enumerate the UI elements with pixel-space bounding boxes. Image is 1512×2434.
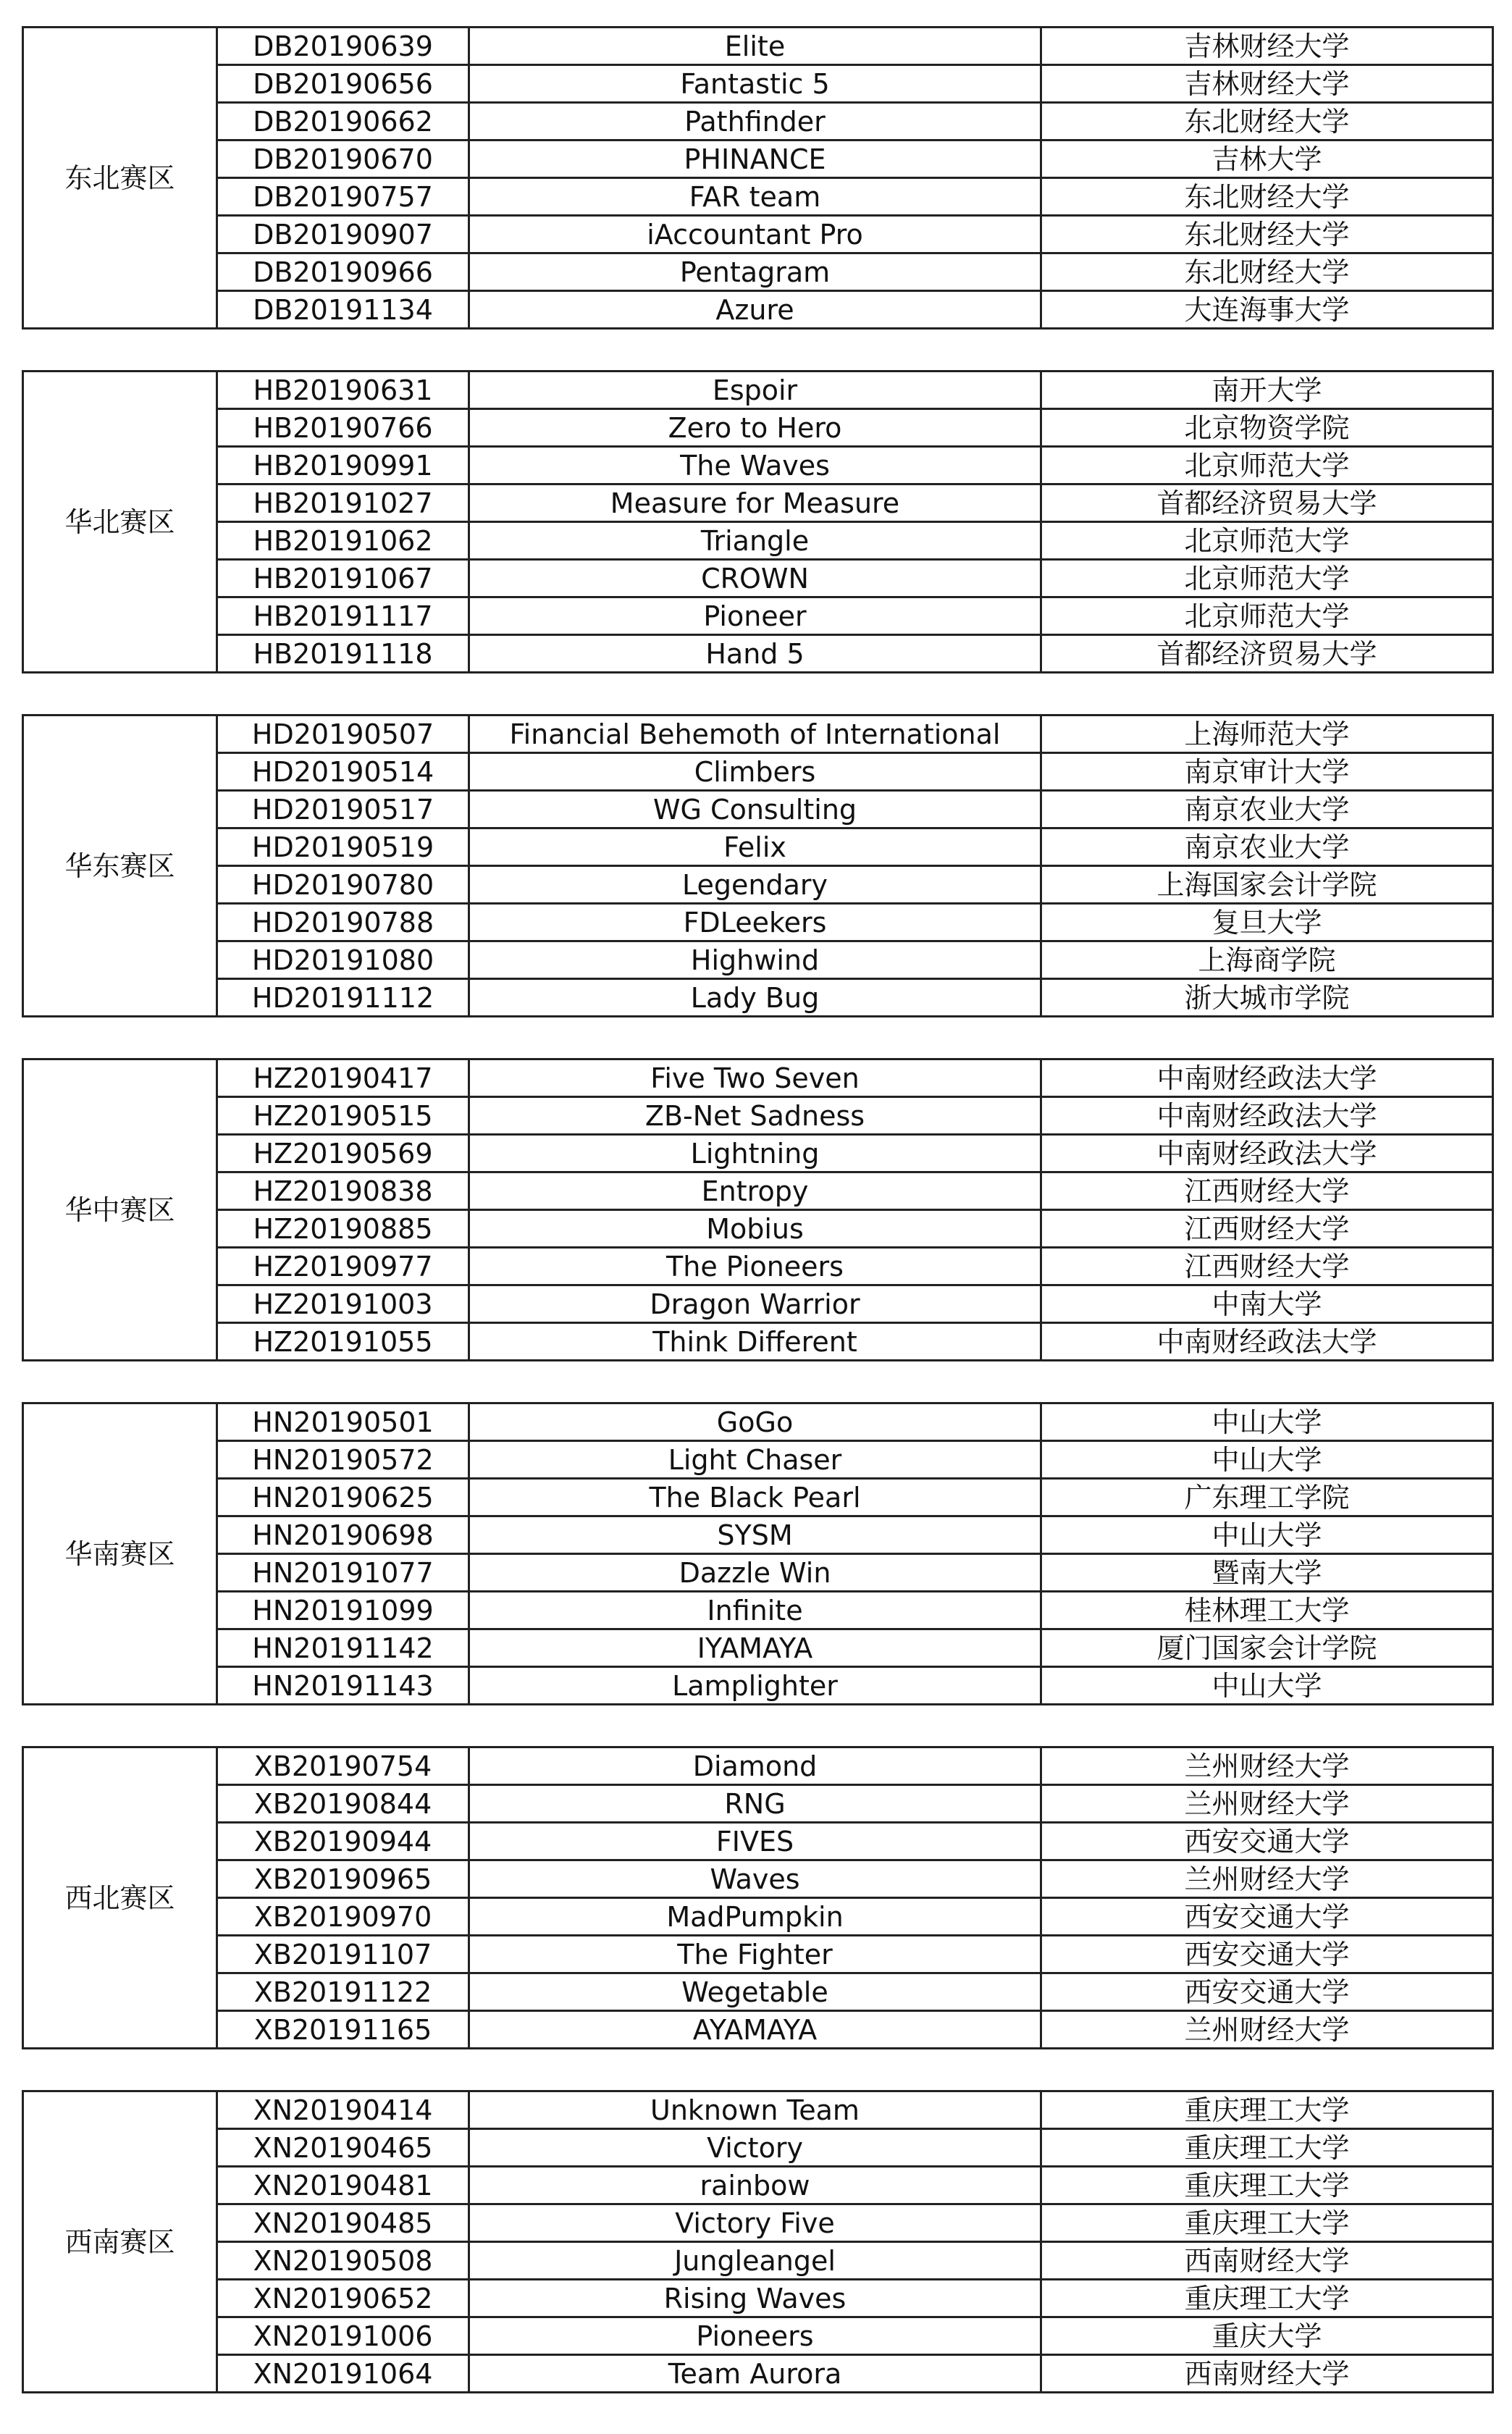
- school-cell: 中山大学: [1041, 1441, 1493, 1479]
- team-id-cell: HD20190780: [217, 866, 469, 904]
- table-row: [23, 1210, 1493, 1248]
- school-cell: 南京农业大学: [1041, 791, 1493, 828]
- team-id-cell: DB20190757: [217, 178, 469, 216]
- table-row: [23, 2167, 1493, 2204]
- team-name-cell: Unknown Team: [469, 2091, 1041, 2129]
- table-row: [23, 2242, 1493, 2280]
- team-name-cell: Highwind: [469, 941, 1041, 979]
- team-id-cell: DB20190966: [217, 253, 469, 291]
- region-name: 东北赛区: [23, 28, 217, 329]
- table-row: [23, 1747, 1493, 1785]
- school-cell: 北京师范大学: [1041, 597, 1493, 635]
- team-id-cell: HZ20190417: [217, 1059, 469, 1097]
- region-name: 西南赛区: [23, 2091, 217, 2393]
- team-id-cell: XB20191165: [217, 2011, 469, 2049]
- table-row: [23, 291, 1493, 329]
- table-row: [23, 941, 1493, 979]
- team-name-cell: Lady Bug: [469, 979, 1041, 1017]
- table-row: [23, 216, 1493, 253]
- team-name-cell: Team Aurora: [469, 2355, 1041, 2393]
- table-row: [23, 1172, 1493, 1210]
- school-cell: 吉林大学: [1041, 140, 1493, 178]
- school-cell: 北京师范大学: [1041, 447, 1493, 484]
- table-row: [23, 103, 1493, 140]
- team-id-cell: HD20191080: [217, 941, 469, 979]
- team-name-cell: Mobius: [469, 1210, 1041, 1248]
- region-name: 华中赛区: [23, 1059, 217, 1361]
- team-name-cell: Dragon Warrior: [469, 1285, 1041, 1323]
- team-name-cell: Lightning: [469, 1135, 1041, 1172]
- school-cell: 东北财经大学: [1041, 103, 1493, 140]
- region-table: [22, 1058, 1494, 1361]
- team-name-cell: Wegetable: [469, 1973, 1041, 2011]
- school-cell: 上海国家会计学院: [1041, 866, 1493, 904]
- table-row: [23, 1059, 1493, 1097]
- table-row: [23, 1097, 1493, 1135]
- school-cell: 中山大学: [1041, 1516, 1493, 1554]
- team-list-document: [22, 26, 1492, 2434]
- table-row: [23, 715, 1493, 753]
- team-name-cell: Five Two Seven: [469, 1059, 1041, 1097]
- table-row: [23, 2317, 1493, 2355]
- table-row: [23, 1823, 1493, 1860]
- team-name-cell: ZB-Net Sadness: [469, 1097, 1041, 1135]
- school-cell: 中南财经政法大学: [1041, 1059, 1493, 1097]
- school-cell: 东北财经大学: [1041, 216, 1493, 253]
- table-row: [23, 484, 1493, 522]
- table-row: [23, 1516, 1493, 1554]
- team-id-cell: DB20190670: [217, 140, 469, 178]
- team-id-cell: XB20190944: [217, 1823, 469, 1860]
- team-id-cell: XN20191006: [217, 2317, 469, 2355]
- team-name-cell: Lamplighter: [469, 1667, 1041, 1705]
- school-cell: 北京师范大学: [1041, 560, 1493, 597]
- team-id-cell: XN20190481: [217, 2167, 469, 2204]
- team-id-cell: HD20190519: [217, 828, 469, 866]
- team-name-cell: Light Chaser: [469, 1441, 1041, 1479]
- school-cell: 厦门国家会计学院: [1041, 1629, 1493, 1667]
- table-row: [23, 1441, 1493, 1479]
- table-row: [23, 2011, 1493, 2049]
- team-name-cell: MadPumpkin: [469, 1898, 1041, 1936]
- school-cell: 重庆理工大学: [1041, 2091, 1493, 2129]
- table-row: [23, 1248, 1493, 1285]
- team-name-cell: IYAMAYA: [469, 1629, 1041, 1667]
- team-name-cell: GoGo: [469, 1403, 1041, 1441]
- team-id-cell: HB20191062: [217, 522, 469, 560]
- region-table: [22, 1746, 1494, 2049]
- team-id-cell: XN20190465: [217, 2129, 469, 2167]
- table-row: [23, 1629, 1493, 1667]
- table-row: [23, 1135, 1493, 1172]
- region-name: 西北赛区: [23, 1747, 217, 2049]
- team-id-cell: HB20191027: [217, 484, 469, 522]
- region-name: 华南赛区: [23, 1403, 217, 1705]
- table-row: [23, 1936, 1493, 1973]
- table-row: [23, 828, 1493, 866]
- team-name-cell: Fantastic 5: [469, 65, 1041, 103]
- team-id-cell: XB20190965: [217, 1860, 469, 1898]
- school-cell: 西南财经大学: [1041, 2355, 1493, 2393]
- table-row: [23, 522, 1493, 560]
- table-row: [23, 447, 1493, 484]
- school-cell: 西安交通大学: [1041, 1936, 1493, 1973]
- team-id-cell: XN20191064: [217, 2355, 469, 2393]
- school-cell: 暨南大学: [1041, 1554, 1493, 1592]
- school-cell: 上海师范大学: [1041, 715, 1493, 753]
- school-cell: 西安交通大学: [1041, 1898, 1493, 1936]
- team-id-cell: DB20190907: [217, 216, 469, 253]
- team-name-cell: RNG: [469, 1785, 1041, 1823]
- team-name-cell: Hand 5: [469, 635, 1041, 673]
- team-name-cell: Azure: [469, 291, 1041, 329]
- school-cell: 西安交通大学: [1041, 1823, 1493, 1860]
- team-name-cell: WG Consulting: [469, 791, 1041, 828]
- team-name-cell: FAR team: [469, 178, 1041, 216]
- team-name-cell: SYSM: [469, 1516, 1041, 1554]
- table-row: [23, 65, 1493, 103]
- region-table: [22, 714, 1494, 1017]
- table-row: [23, 1403, 1493, 1441]
- table-row: [23, 409, 1493, 447]
- school-cell: 复旦大学: [1041, 904, 1493, 941]
- school-cell: 南京审计大学: [1041, 753, 1493, 791]
- school-cell: 中南财经政法大学: [1041, 1135, 1493, 1172]
- team-id-cell: HN20191142: [217, 1629, 469, 1667]
- team-id-cell: HB20191067: [217, 560, 469, 597]
- region-table: [22, 2090, 1494, 2393]
- table-row: [23, 635, 1493, 673]
- team-name-cell: CROWN: [469, 560, 1041, 597]
- team-id-cell: HB20190991: [217, 447, 469, 484]
- table-row: [23, 2091, 1493, 2129]
- team-id-cell: DB20190656: [217, 65, 469, 103]
- team-id-cell: XB20190970: [217, 1898, 469, 1936]
- school-cell: 北京师范大学: [1041, 522, 1493, 560]
- team-name-cell: Elite: [469, 28, 1041, 65]
- team-id-cell: HB20190766: [217, 409, 469, 447]
- team-name-cell: Financial Behemoth of International: [469, 715, 1041, 753]
- table-row: [23, 1554, 1493, 1592]
- table-row: [23, 372, 1493, 409]
- table-row: [23, 1973, 1493, 2011]
- table-row: [23, 866, 1493, 904]
- team-id-cell: HN20190501: [217, 1403, 469, 1441]
- table-row: [23, 2355, 1493, 2393]
- table-row: [23, 2280, 1493, 2317]
- team-id-cell: HB20191117: [217, 597, 469, 635]
- school-cell: 浙大城市学院: [1041, 979, 1493, 1017]
- school-cell: 重庆理工大学: [1041, 2129, 1493, 2167]
- team-id-cell: XN20190652: [217, 2280, 469, 2317]
- school-cell: 兰州财经大学: [1041, 2011, 1493, 2049]
- team-id-cell: HD20190517: [217, 791, 469, 828]
- team-id-cell: XN20190508: [217, 2242, 469, 2280]
- team-id-cell: HD20190507: [217, 715, 469, 753]
- team-name-cell: The Pioneers: [469, 1248, 1041, 1285]
- school-cell: 广东理工学院: [1041, 1479, 1493, 1516]
- school-cell: 大连海事大学: [1041, 291, 1493, 329]
- team-name-cell: Zero to Hero: [469, 409, 1041, 447]
- table-row: [23, 1479, 1493, 1516]
- school-cell: 首都经济贸易大学: [1041, 635, 1493, 673]
- team-id-cell: DB20190639: [217, 28, 469, 65]
- school-cell: 重庆理工大学: [1041, 2204, 1493, 2242]
- team-id-cell: HZ20190838: [217, 1172, 469, 1210]
- team-id-cell: HN20190572: [217, 1441, 469, 1479]
- team-name-cell: Diamond: [469, 1747, 1041, 1785]
- school-cell: 中山大学: [1041, 1667, 1493, 1705]
- team-id-cell: HD20190514: [217, 753, 469, 791]
- team-name-cell: Triangle: [469, 522, 1041, 560]
- team-id-cell: HN20191077: [217, 1554, 469, 1592]
- team-id-cell: XB20191122: [217, 1973, 469, 2011]
- school-cell: 西安交通大学: [1041, 1973, 1493, 2011]
- team-id-cell: DB20191134: [217, 291, 469, 329]
- region-table: [22, 370, 1494, 673]
- team-name-cell: The Waves: [469, 447, 1041, 484]
- table-row: [23, 560, 1493, 597]
- school-cell: 江西财经大学: [1041, 1172, 1493, 1210]
- team-name-cell: Espoir: [469, 372, 1041, 409]
- team-name-cell: PHINANCE: [469, 140, 1041, 178]
- team-name-cell: Pioneer: [469, 597, 1041, 635]
- school-cell: 南开大学: [1041, 372, 1493, 409]
- team-name-cell: Pioneers: [469, 2317, 1041, 2355]
- team-name-cell: Victory Five: [469, 2204, 1041, 2242]
- table-row: [23, 979, 1493, 1017]
- team-name-cell: Jungleangel: [469, 2242, 1041, 2280]
- table-row: [23, 1592, 1493, 1629]
- team-id-cell: HN20190698: [217, 1516, 469, 1554]
- table-row: [23, 28, 1493, 65]
- school-cell: 中南大学: [1041, 1285, 1493, 1323]
- team-name-cell: AYAMAYA: [469, 2011, 1041, 2049]
- team-name-cell: Dazzle Win: [469, 1554, 1041, 1592]
- school-cell: 重庆理工大学: [1041, 2280, 1493, 2317]
- school-cell: 北京物资学院: [1041, 409, 1493, 447]
- table-row: [23, 140, 1493, 178]
- team-name-cell: The Fighter: [469, 1936, 1041, 1973]
- team-id-cell: HZ20191003: [217, 1285, 469, 1323]
- table-row: [23, 178, 1493, 216]
- table-row: [23, 753, 1493, 791]
- team-name-cell: Climbers: [469, 753, 1041, 791]
- team-name-cell: Legendary: [469, 866, 1041, 904]
- team-name-cell: Victory: [469, 2129, 1041, 2167]
- team-name-cell: rainbow: [469, 2167, 1041, 2204]
- team-id-cell: HZ20190515: [217, 1097, 469, 1135]
- region-name: 华东赛区: [23, 715, 217, 1017]
- team-name-cell: iAccountant Pro: [469, 216, 1041, 253]
- team-name-cell: Pathfinder: [469, 103, 1041, 140]
- team-id-cell: HN20191099: [217, 1592, 469, 1629]
- school-cell: 重庆理工大学: [1041, 2167, 1493, 2204]
- team-name-cell: FIVES: [469, 1823, 1041, 1860]
- table-row: [23, 904, 1493, 941]
- school-cell: 桂林理工大学: [1041, 1592, 1493, 1629]
- school-cell: 吉林财经大学: [1041, 28, 1493, 65]
- table-row: [23, 2204, 1493, 2242]
- school-cell: 东北财经大学: [1041, 178, 1493, 216]
- team-id-cell: HB20191118: [217, 635, 469, 673]
- team-name-cell: Pentagram: [469, 253, 1041, 291]
- team-name-cell: Felix: [469, 828, 1041, 866]
- table-row: [23, 1285, 1493, 1323]
- school-cell: 中南财经政法大学: [1041, 1323, 1493, 1361]
- region-name: 华北赛区: [23, 372, 217, 673]
- team-name-cell: The Black Pearl: [469, 1479, 1041, 1516]
- school-cell: 兰州财经大学: [1041, 1785, 1493, 1823]
- school-cell: 南京农业大学: [1041, 828, 1493, 866]
- school-cell: 兰州财经大学: [1041, 1860, 1493, 1898]
- team-name-cell: Measure for Measure: [469, 484, 1041, 522]
- team-name-cell: FDLeekers: [469, 904, 1041, 941]
- team-id-cell: HN20190625: [217, 1479, 469, 1516]
- team-id-cell: XB20191107: [217, 1936, 469, 1973]
- school-cell: 上海商学院: [1041, 941, 1493, 979]
- table-row: [23, 1898, 1493, 1936]
- team-id-cell: HD20191112: [217, 979, 469, 1017]
- team-name-cell: Waves: [469, 1860, 1041, 1898]
- team-name-cell: Think Different: [469, 1323, 1041, 1361]
- table-row: [23, 1860, 1493, 1898]
- school-cell: 西南财经大学: [1041, 2242, 1493, 2280]
- table-row: [23, 1323, 1493, 1361]
- team-id-cell: XN20190414: [217, 2091, 469, 2129]
- team-name-cell: Rising Waves: [469, 2280, 1041, 2317]
- team-name-cell: Entropy: [469, 1172, 1041, 1210]
- school-cell: 首都经济贸易大学: [1041, 484, 1493, 522]
- school-cell: 吉林财经大学: [1041, 65, 1493, 103]
- table-row: [23, 2129, 1493, 2167]
- team-id-cell: HN20191143: [217, 1667, 469, 1705]
- team-name-cell: Infinite: [469, 1592, 1041, 1629]
- table-row: [23, 1785, 1493, 1823]
- team-id-cell: XB20190754: [217, 1747, 469, 1785]
- school-cell: 江西财经大学: [1041, 1210, 1493, 1248]
- school-cell: 中山大学: [1041, 1403, 1493, 1441]
- team-id-cell: XB20190844: [217, 1785, 469, 1823]
- school-cell: 中南财经政法大学: [1041, 1097, 1493, 1135]
- team-id-cell: HZ20190885: [217, 1210, 469, 1248]
- region-table: [22, 1402, 1494, 1705]
- team-id-cell: DB20190662: [217, 103, 469, 140]
- table-row: [23, 791, 1493, 828]
- region-table: [22, 26, 1494, 330]
- table-row: [23, 1667, 1493, 1705]
- team-id-cell: HB20190631: [217, 372, 469, 409]
- team-id-cell: HZ20190569: [217, 1135, 469, 1172]
- team-id-cell: XN20190485: [217, 2204, 469, 2242]
- school-cell: 兰州财经大学: [1041, 1747, 1493, 1785]
- team-id-cell: HD20190788: [217, 904, 469, 941]
- team-id-cell: HZ20190977: [217, 1248, 469, 1285]
- school-cell: 东北财经大学: [1041, 253, 1493, 291]
- school-cell: 江西财经大学: [1041, 1248, 1493, 1285]
- table-row: [23, 253, 1493, 291]
- table-row: [23, 597, 1493, 635]
- school-cell: 重庆大学: [1041, 2317, 1493, 2355]
- team-id-cell: HZ20191055: [217, 1323, 469, 1361]
